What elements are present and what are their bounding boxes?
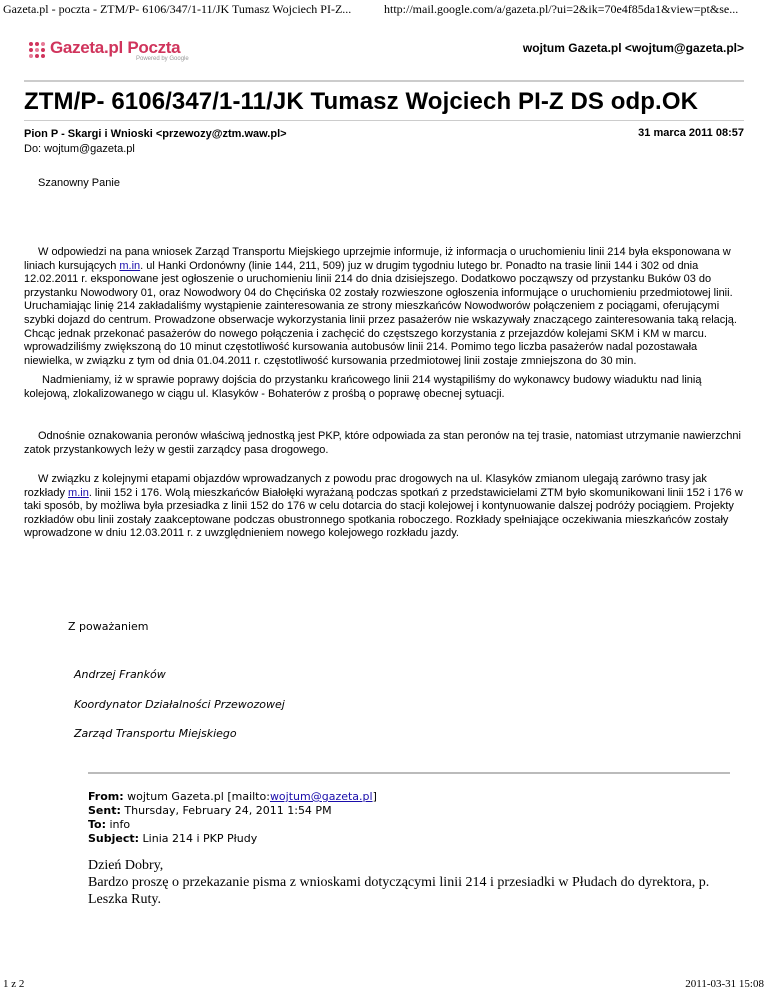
print-page-title: Gazeta.pl - poczta - ZTM/P- 6106/347/1-11/JK Tumasz Wojciech PI-Z... — [3, 2, 352, 16]
quoted-from-email-link[interactable]: wojtum@gazeta.pl — [269, 790, 373, 803]
mi-link-1[interactable]: m.in — [119, 259, 141, 272]
logo-brand-poczta: Poczta — [127, 38, 181, 57]
gazeta-poczta-logo[interactable] — [28, 38, 208, 64]
account-address: wojtum Gazeta.pl <wojtum@gazeta.pl> — [522, 41, 744, 55]
logo-brand-gazeta: Gazeta.pl — [50, 38, 123, 57]
message-paragraph-1: W odpowiedzi na pana wniosek Zarząd Transportu Miejskiego uprzejmie informuje, iż informacja o uruchomieniu linii 214 była eksponowana w liniach kursujących m.in. ul Hanki Ordonówny (linie 144, 211, 509) juz w drugim tygodniu lutego br. Ponadto na trasie linii 144 i 302 od dnia 12.02.2011 r. eksponowane jest ogłoszenie o uruchomieniu linii 214 do dnia dzisiejszego. Dodatkowo począwszy od przystanku Buków 03 do przystanku Nowodwory 01, oraz Nowodwory 04 do Chęcińska 02 zostały rozwieszone ogłoszenia informujące o uruchomieniu przedmiotowej linii. Uruchamiając linię 214 zakładaliśmy wystąpienie zainteresowania ze strony mieszkańców Nowodworów połączeniem z pociągami, oferującymi szybki dojazd do centrum. Prowadzone obserwacje wykorzystania linii przez pasażerów nie wskazywały znaczącego zainteresowania taką relacją. Chcąc jednak przekonać pasażerów do nowego połączenia i zachęcić do częstszego korzystania z przejazdów kolejami SKM i KM w marcu. wprowadziliśmy zwiększoną do 10 minut częstotliwość kursowania autobusów linii 214. Pomimo tego liczba pasażerów nadal pozostawała niewielka, w związku z tym od dnia 01.04.2011 r. częstotliwość kursowania przedmiotowej linii zostaje zmniejszona do 30 min. — [24, 246, 737, 367]
message-date: 31 marca 2011 08:57 — [638, 127, 744, 139]
message-paragraph-4: W związku z kolejnymi etapami objazdów wprowadzanych z powodu prac drogowych na ul. Klasyków zmianom ulegają zarówno trasy jak rozkłady m.in. linii 152 i 176. Wolą mieszkańców Białołęki wyrażaną podczas spotkań z przedstawicielami ZTM było skomunikowani linii 152 i 176 w taki sposób, by możliwa była przesiadka z linii 152 do 176 w celu dotarcia do stacji kolejowej i kontynuowanie dalszej podróży pociągiem. Projekty rozkładów obu linii zostały zaakceptowane podczas obustronnego spotkania roboczego. Rozkłady spełniające oczekiwania mieszkańców zostały wprowadzone w dniu 12.03.2011 r. z uwzględnieniem nowego kolejowego rozkładu jazdy. — [24, 473, 743, 540]
message-paragraph-3: Odnośnie oznakowania peronów właściwą jednostką jest PKP, które odpowiada za stan peronów na tej trasie, natomiast utrzymanie nawierzchni zatok przystankowych leży w gestii zarządcy pasa drogowego. — [24, 430, 741, 456]
message-recipient: Do: wojtum@gazeta.pl — [24, 143, 135, 155]
message-paragraph-2: Nadmieniamy, iż w sprawie poprawy dojścia do przystanku krańcowego linii 214 wystąpiliśmy do wykonawcy budowy wiaduktu nad linią kolejową, zlokalizowanego w ciągu ul. Klasyków - Bohaterów z prośbą o poprawę obecnej sytuacji. — [24, 374, 702, 400]
message-subject: ZTM/P- 6106/347/1-11/JK Tumasz Wojciech PI-Z DS odp.OK — [24, 88, 699, 115]
quoted-greeting: Dzień Dobry, — [88, 858, 164, 873]
quoted-to: To: info — [88, 818, 131, 831]
mi-link-2[interactable]: m.in — [68, 486, 89, 499]
quoted-request: Bardzo proszę o przekazanie pisma z wnioskami dotyczącymi linii 214 i przesiadki w Płudach do dyrektora, p. Leszka Ruty. — [88, 875, 710, 907]
quote-divider — [88, 772, 730, 774]
logo-powered-by: Powered by Google — [136, 56, 189, 62]
quoted-subject: Subject: Linia 214 i PKP Płudy — [88, 832, 258, 845]
logo-dots-icon — [28, 41, 46, 59]
logo-wordmark — [50, 38, 180, 58]
message-sender: Pion P - Skargi i Wnioski <przewozy@ztm.waw.pl> — [24, 128, 287, 140]
print-timestamp: 2011-03-31 15:08 — [685, 978, 764, 990]
header-divider — [24, 80, 744, 82]
message-meta — [24, 127, 287, 157]
quoted-from: From: wojtum Gazeta.pl [mailto:wojtum@gazeta.pl] — [88, 790, 377, 803]
subject-divider — [24, 120, 744, 121]
quoted-sent: Sent: Thursday, February 24, 2011 1:54 PM — [88, 804, 332, 817]
quoted-body — [88, 857, 738, 908]
quoted-header — [88, 790, 377, 846]
signature-role: Koordynator Działalności Przewozowej — [74, 698, 285, 711]
regards-line: Z poważaniem — [68, 620, 149, 633]
message-greeting: Szanowny Panie — [38, 177, 120, 189]
print-page-url: http://mail.google.com/a/gazeta.pl/?ui=2&ik=70e4f85da1&view=pt&se... — [384, 2, 739, 16]
signature-org: Zarząd Transportu Miejskiego — [74, 727, 237, 740]
signature-name: Andrzej Franków — [74, 668, 166, 681]
print-page-number: 1 z 2 — [3, 978, 25, 990]
